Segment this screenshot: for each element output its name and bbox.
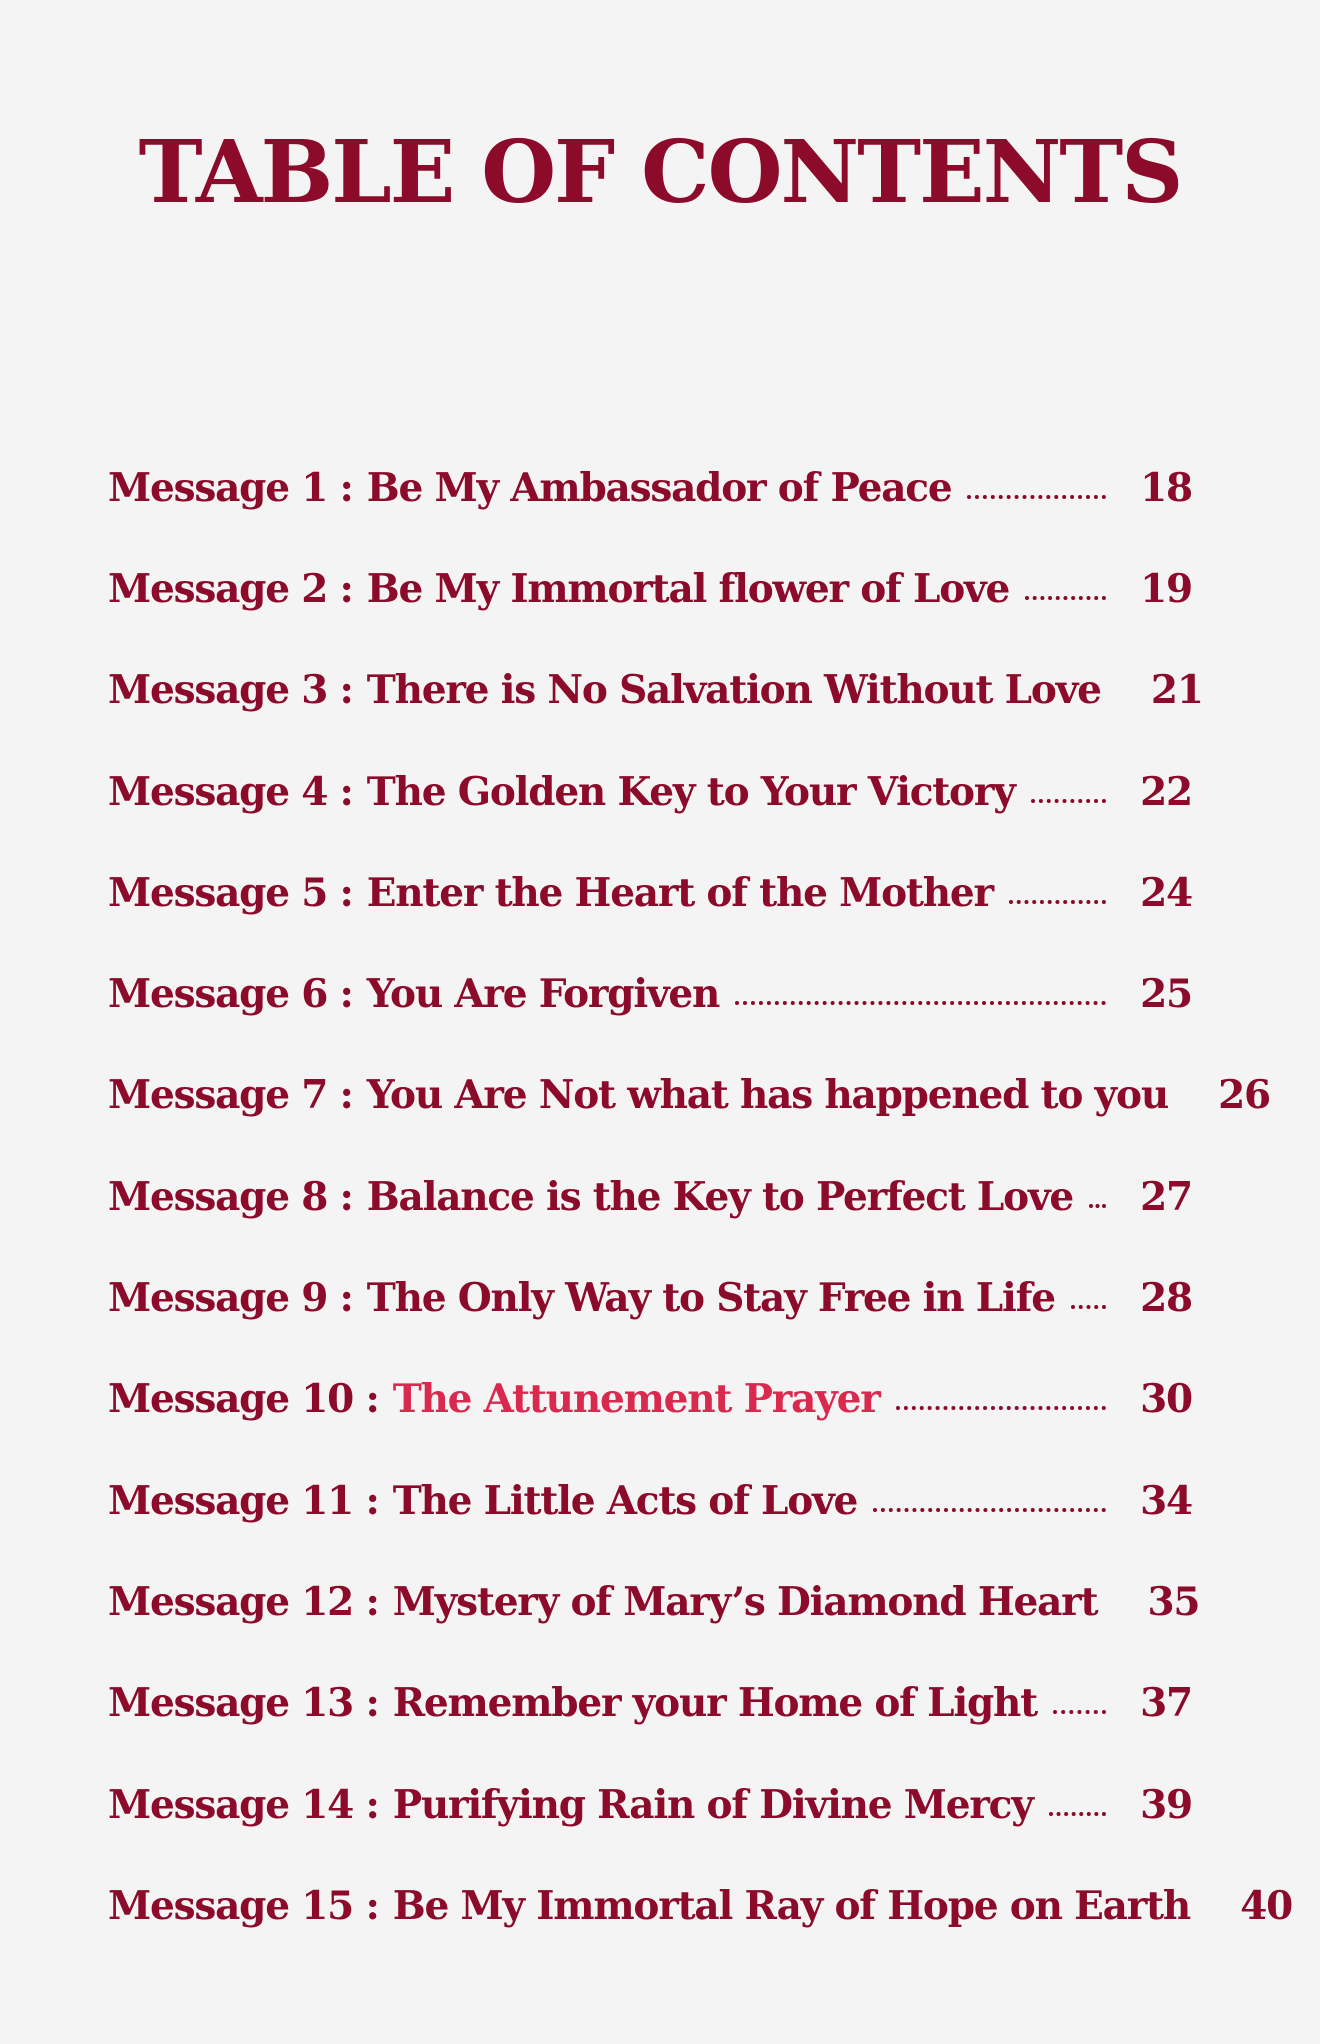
message-number-label: Message 5 :	[108, 869, 353, 916]
message-title: Enter the Heart of the Mother	[366, 869, 993, 916]
message-number-label: Message 2 :	[108, 565, 353, 612]
message-title: Balance is the Key to Perfect Love	[366, 1173, 1074, 1220]
dot-leader	[967, 473, 1106, 503]
dot-leader	[735, 979, 1106, 1009]
toc-entry[interactable]	[108, 640, 1203, 741]
page-number: 40	[1240, 1882, 1293, 1929]
page-number: 30	[1140, 1376, 1192, 1423]
page-number: 22	[1140, 768, 1192, 815]
message-title: You Are Forgiven	[366, 971, 720, 1018]
page-number: 27	[1140, 1173, 1192, 1220]
toc-entry[interactable]	[108, 437, 1200, 538]
toc-entry[interactable]	[108, 1653, 1200, 1754]
toc-entry[interactable]	[108, 1146, 1200, 1247]
toc-entry[interactable]	[108, 1754, 1200, 1855]
toc-entry[interactable]	[108, 1247, 1200, 1348]
message-title: Purifying Rain of Divine Mercy	[392, 1781, 1033, 1828]
dot-leader	[1049, 1790, 1106, 1820]
message-title: Mystery of Mary’s Diamond Heart	[392, 1578, 1098, 1625]
page-number: 24	[1140, 869, 1192, 916]
message-title: You Are Not what has happened to you	[366, 1072, 1168, 1119]
message-number-label: Message 4 :	[108, 768, 353, 815]
toc-entry[interactable]	[108, 1855, 1293, 1956]
message-number-label: Message 10 :	[108, 1376, 379, 1423]
message-title: The Only Way to Stay Free in Life	[366, 1275, 1055, 1322]
toc-entry[interactable]	[108, 842, 1200, 943]
message-number-label: Message 9 :	[108, 1275, 353, 1322]
message-title: Remember your Home of Light	[392, 1680, 1037, 1727]
message-title: Be My Immortal flower of Love	[366, 565, 1010, 612]
toc-entry[interactable]	[108, 1551, 1200, 1652]
message-title: Be My Immortal Ray of Hope on Earth	[392, 1882, 1191, 1929]
page-number: 34	[1140, 1477, 1192, 1524]
dot-leader	[1053, 1688, 1106, 1718]
message-title: The Golden Key to Your Victory	[366, 768, 1015, 815]
message-title: The Little Acts of Love	[392, 1477, 858, 1524]
dot-leader	[1031, 777, 1106, 807]
page-number: 25	[1140, 971, 1192, 1018]
toc-entry[interactable]	[108, 1349, 1200, 1450]
message-number-label: Message 13 :	[108, 1680, 379, 1727]
dot-leader	[1071, 1283, 1106, 1313]
message-number-label: Message 3 :	[108, 667, 353, 714]
dot-leader	[896, 1384, 1106, 1414]
dot-leader	[873, 1486, 1106, 1516]
dot-leader	[1089, 1182, 1106, 1212]
toc-entry[interactable]	[108, 741, 1200, 842]
page-number: 26	[1218, 1072, 1270, 1119]
message-number-label: Message 8 :	[108, 1173, 353, 1220]
toc-entry[interactable]	[108, 1045, 1270, 1146]
toc-entry[interactable]	[108, 943, 1200, 1044]
message-number-label: Message 6 :	[108, 971, 353, 1018]
page-number: 19	[1140, 565, 1192, 612]
table-of-contents-list	[108, 437, 1293, 1956]
page-number: 39	[1140, 1781, 1192, 1828]
toc-entry[interactable]	[108, 1450, 1200, 1551]
page-title: TABLE OF CONTENTS	[138, 122, 1182, 223]
dot-leader	[1009, 878, 1106, 908]
page-number: 37	[1140, 1680, 1192, 1727]
message-number-label: Message 11 :	[108, 1477, 379, 1524]
toc-entry[interactable]	[108, 538, 1200, 639]
message-number-label: Message 15 :	[108, 1882, 379, 1929]
message-number-label: Message 14 :	[108, 1781, 379, 1828]
message-number-label: Message 7 :	[108, 1072, 353, 1119]
message-number-label: Message 1 :	[108, 464, 353, 511]
message-number-label: Message 12 :	[108, 1578, 379, 1625]
page-number: 28	[1140, 1275, 1192, 1322]
page-number: 35	[1147, 1578, 1200, 1625]
page-number: 21	[1150, 667, 1203, 714]
message-title: The Attunement Prayer	[392, 1376, 880, 1423]
dot-leader	[1025, 574, 1106, 604]
message-title: Be My Ambassador of Peace	[366, 464, 952, 511]
message-title: There is No Salvation Without Love	[366, 667, 1101, 714]
page-number: 18	[1140, 464, 1192, 511]
